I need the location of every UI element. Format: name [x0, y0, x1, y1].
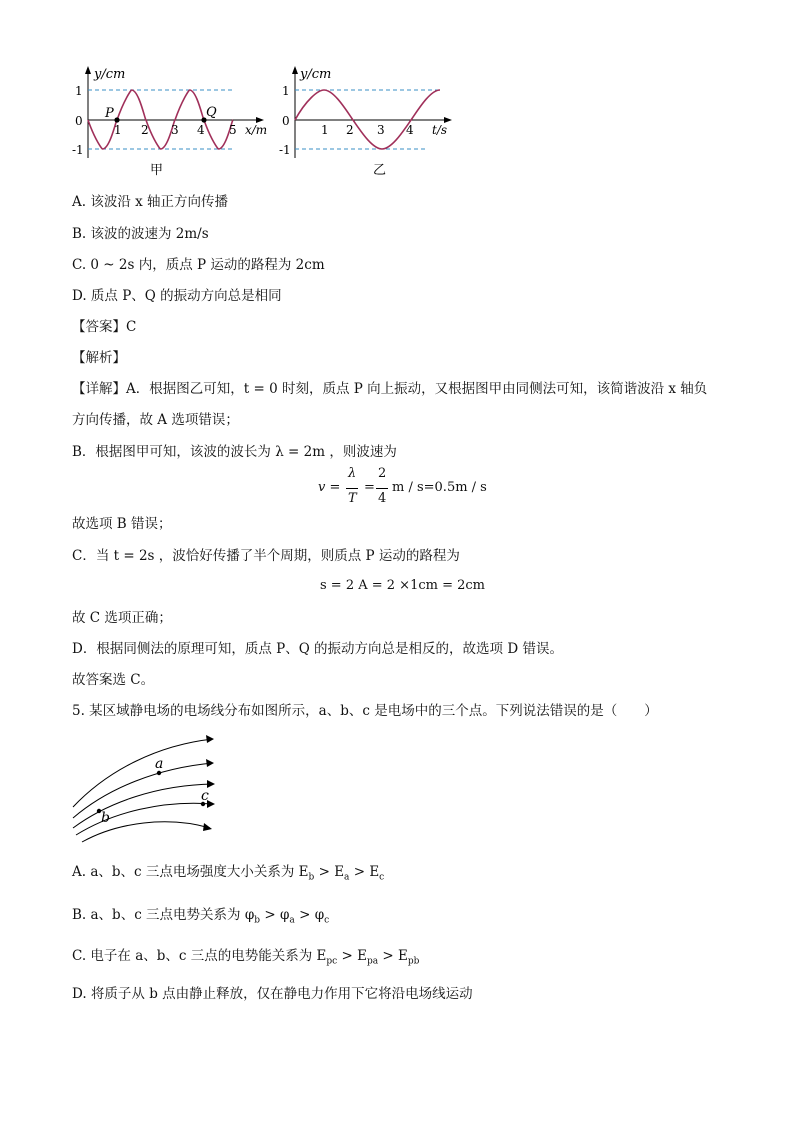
field-line-1	[73, 739, 213, 807]
q5-a-sub2: a	[344, 872, 350, 883]
field-line-3	[73, 784, 213, 828]
q5-option-b	[72, 906, 329, 930]
jia-tick-y-1: 1	[75, 84, 83, 98]
analysis-label: 【解析】	[72, 350, 126, 366]
jia-tick-x-3: 3	[171, 123, 179, 137]
option-d: D. 质点 P、Q 的振动方向总是相同	[72, 288, 282, 304]
formula1-den1: T	[348, 491, 357, 506]
q5-c-sub1: pc	[326, 956, 338, 967]
yi-caption: 乙	[373, 163, 387, 178]
jia-tick-x-2: 2	[141, 123, 149, 137]
option-c: C. 0 ~ 2s 内，质点 P 运动的路程为 2cm	[72, 257, 325, 273]
q5-b-text: B. a、b、c 三点电势关系为 φ	[72, 907, 255, 923]
field-line-2	[73, 763, 213, 818]
explain-line-3: B．根据图甲可知，该波的波长为 λ = 2m ，则波速为	[72, 444, 397, 460]
formula1-lhs: v =	[318, 480, 341, 495]
answer-line	[72, 318, 136, 336]
yi-tick-x-2: 2	[346, 123, 354, 137]
option-b: B. 该波的波速为 2m/s	[72, 226, 209, 242]
q5-stem: 5. 某区域静电场的电场线分布如图所示，a、b、c 是电场中的三个点。下列说法错误的是（ ）	[72, 703, 658, 719]
field-line-5-arrow	[203, 823, 212, 831]
q5-c-sub3: pb	[407, 956, 420, 967]
formula1-den2: 4	[378, 491, 387, 506]
jia-tick-x-4: 4	[197, 123, 205, 137]
graph-yi	[278, 62, 458, 182]
q5-b-mid1: > φ	[260, 907, 290, 923]
field-line-1-arrow	[206, 735, 214, 743]
formula1-num2: 2	[378, 466, 387, 481]
answer-label: 【答案】	[72, 319, 126, 335]
point-p-dot	[114, 117, 119, 122]
explain-line-8: 故答案选 C。	[72, 672, 155, 688]
q5-c-mid1: > E	[337, 948, 367, 964]
jia-x-label: x/m	[245, 123, 268, 137]
q5-c-sub2: pa	[366, 956, 379, 967]
jia-y-label: y/cm	[94, 67, 126, 82]
point-c-label: c	[201, 788, 209, 804]
point-q-label: Q	[206, 105, 217, 120]
jia-tick-x-1: 1	[114, 123, 122, 137]
explain-line-5: C．当 t = 2s ，波恰好传播了半个周期，则质点 P 运动的路程为	[72, 548, 460, 564]
yi-tick-x-3: 3	[377, 123, 385, 137]
yi-x-label: t/s	[432, 123, 448, 137]
q5-b-sub3: c	[324, 915, 330, 926]
q5-a-sub1: b	[308, 872, 315, 883]
explain-line-2: 方向传播，故 A 选项错误；	[72, 412, 239, 428]
formula1-bar1	[346, 488, 358, 489]
q5-option-d: D. 将质子从 b 点由静止释放，仅在静电力作用下它将沿电场线运动	[72, 986, 473, 1002]
explain-line-4: 故选项 B 错误；	[72, 516, 172, 532]
jia-tick-x-5: 5	[229, 123, 237, 137]
explain-line-6: 故 C 选项正确；	[72, 610, 172, 626]
point-b-label: b	[101, 810, 110, 826]
q5-b-sub1: b	[254, 915, 261, 926]
jia-tick-y-neg1: -1	[72, 143, 84, 157]
field-line-2-arrow	[206, 759, 214, 767]
jia-tick-y-0: 0	[75, 114, 83, 128]
point-p-label: P	[105, 106, 114, 121]
q5-b-mid2: > φ	[294, 907, 325, 923]
point-a-label: a	[155, 756, 164, 772]
explain-line-1: 【详解】A．根据图乙可知，t = 0 时刻，质点 P 向上振动，又根据图甲由同侧法可知，该简谐波沿 x 轴负	[72, 381, 708, 397]
explain-line-7: D．根据同侧法的原理可知，质点 P、Q 的振动方向总是相反的，故选项 D 错误。	[72, 641, 563, 657]
field-line-4	[76, 803, 213, 835]
electric-field-diagram	[68, 730, 228, 848]
graph-jia	[72, 62, 282, 182]
option-a: A. 该波沿 x 轴正方向传播	[72, 194, 229, 210]
yi-tick-y-0: 0	[282, 114, 290, 128]
q5-b-sub2: a	[289, 915, 295, 926]
formula1-rest: m / s=0.5m / s	[392, 480, 487, 495]
q5-c-mid2: > E	[378, 948, 408, 964]
yi-tick-y-1: 1	[282, 84, 290, 98]
q5-a-mid2: > E	[349, 864, 380, 880]
formula1-eq: =	[364, 480, 375, 495]
yi-y-arrow	[292, 66, 298, 74]
formula1-num1: λ	[348, 466, 357, 481]
yi-tick-x-4: 4	[406, 123, 414, 137]
yi-tick-y-neg1: -1	[279, 143, 291, 157]
q5-option-a	[72, 863, 384, 887]
formula1-bar2	[376, 488, 388, 489]
formula-distance: s = 2 A = 2 ×1cm = 2cm	[320, 578, 485, 593]
q5-option-c	[72, 947, 419, 971]
field-line-3-arrow	[207, 780, 215, 788]
q5-c-text: C. 电子在 a、b、c 三点的电势能关系为 E	[72, 948, 327, 964]
answer-value: C	[126, 319, 137, 335]
yi-y-label: y/cm	[300, 67, 332, 82]
q5-a-mid1: > E	[314, 864, 345, 880]
jia-y-arrow	[85, 66, 91, 74]
jia-caption: 甲	[150, 163, 164, 178]
q5-a-sub3: c	[379, 872, 385, 883]
q5-a-text: A. a、b、c 三点电场强度大小关系为 E	[72, 864, 309, 880]
yi-tick-x-1: 1	[321, 123, 329, 137]
